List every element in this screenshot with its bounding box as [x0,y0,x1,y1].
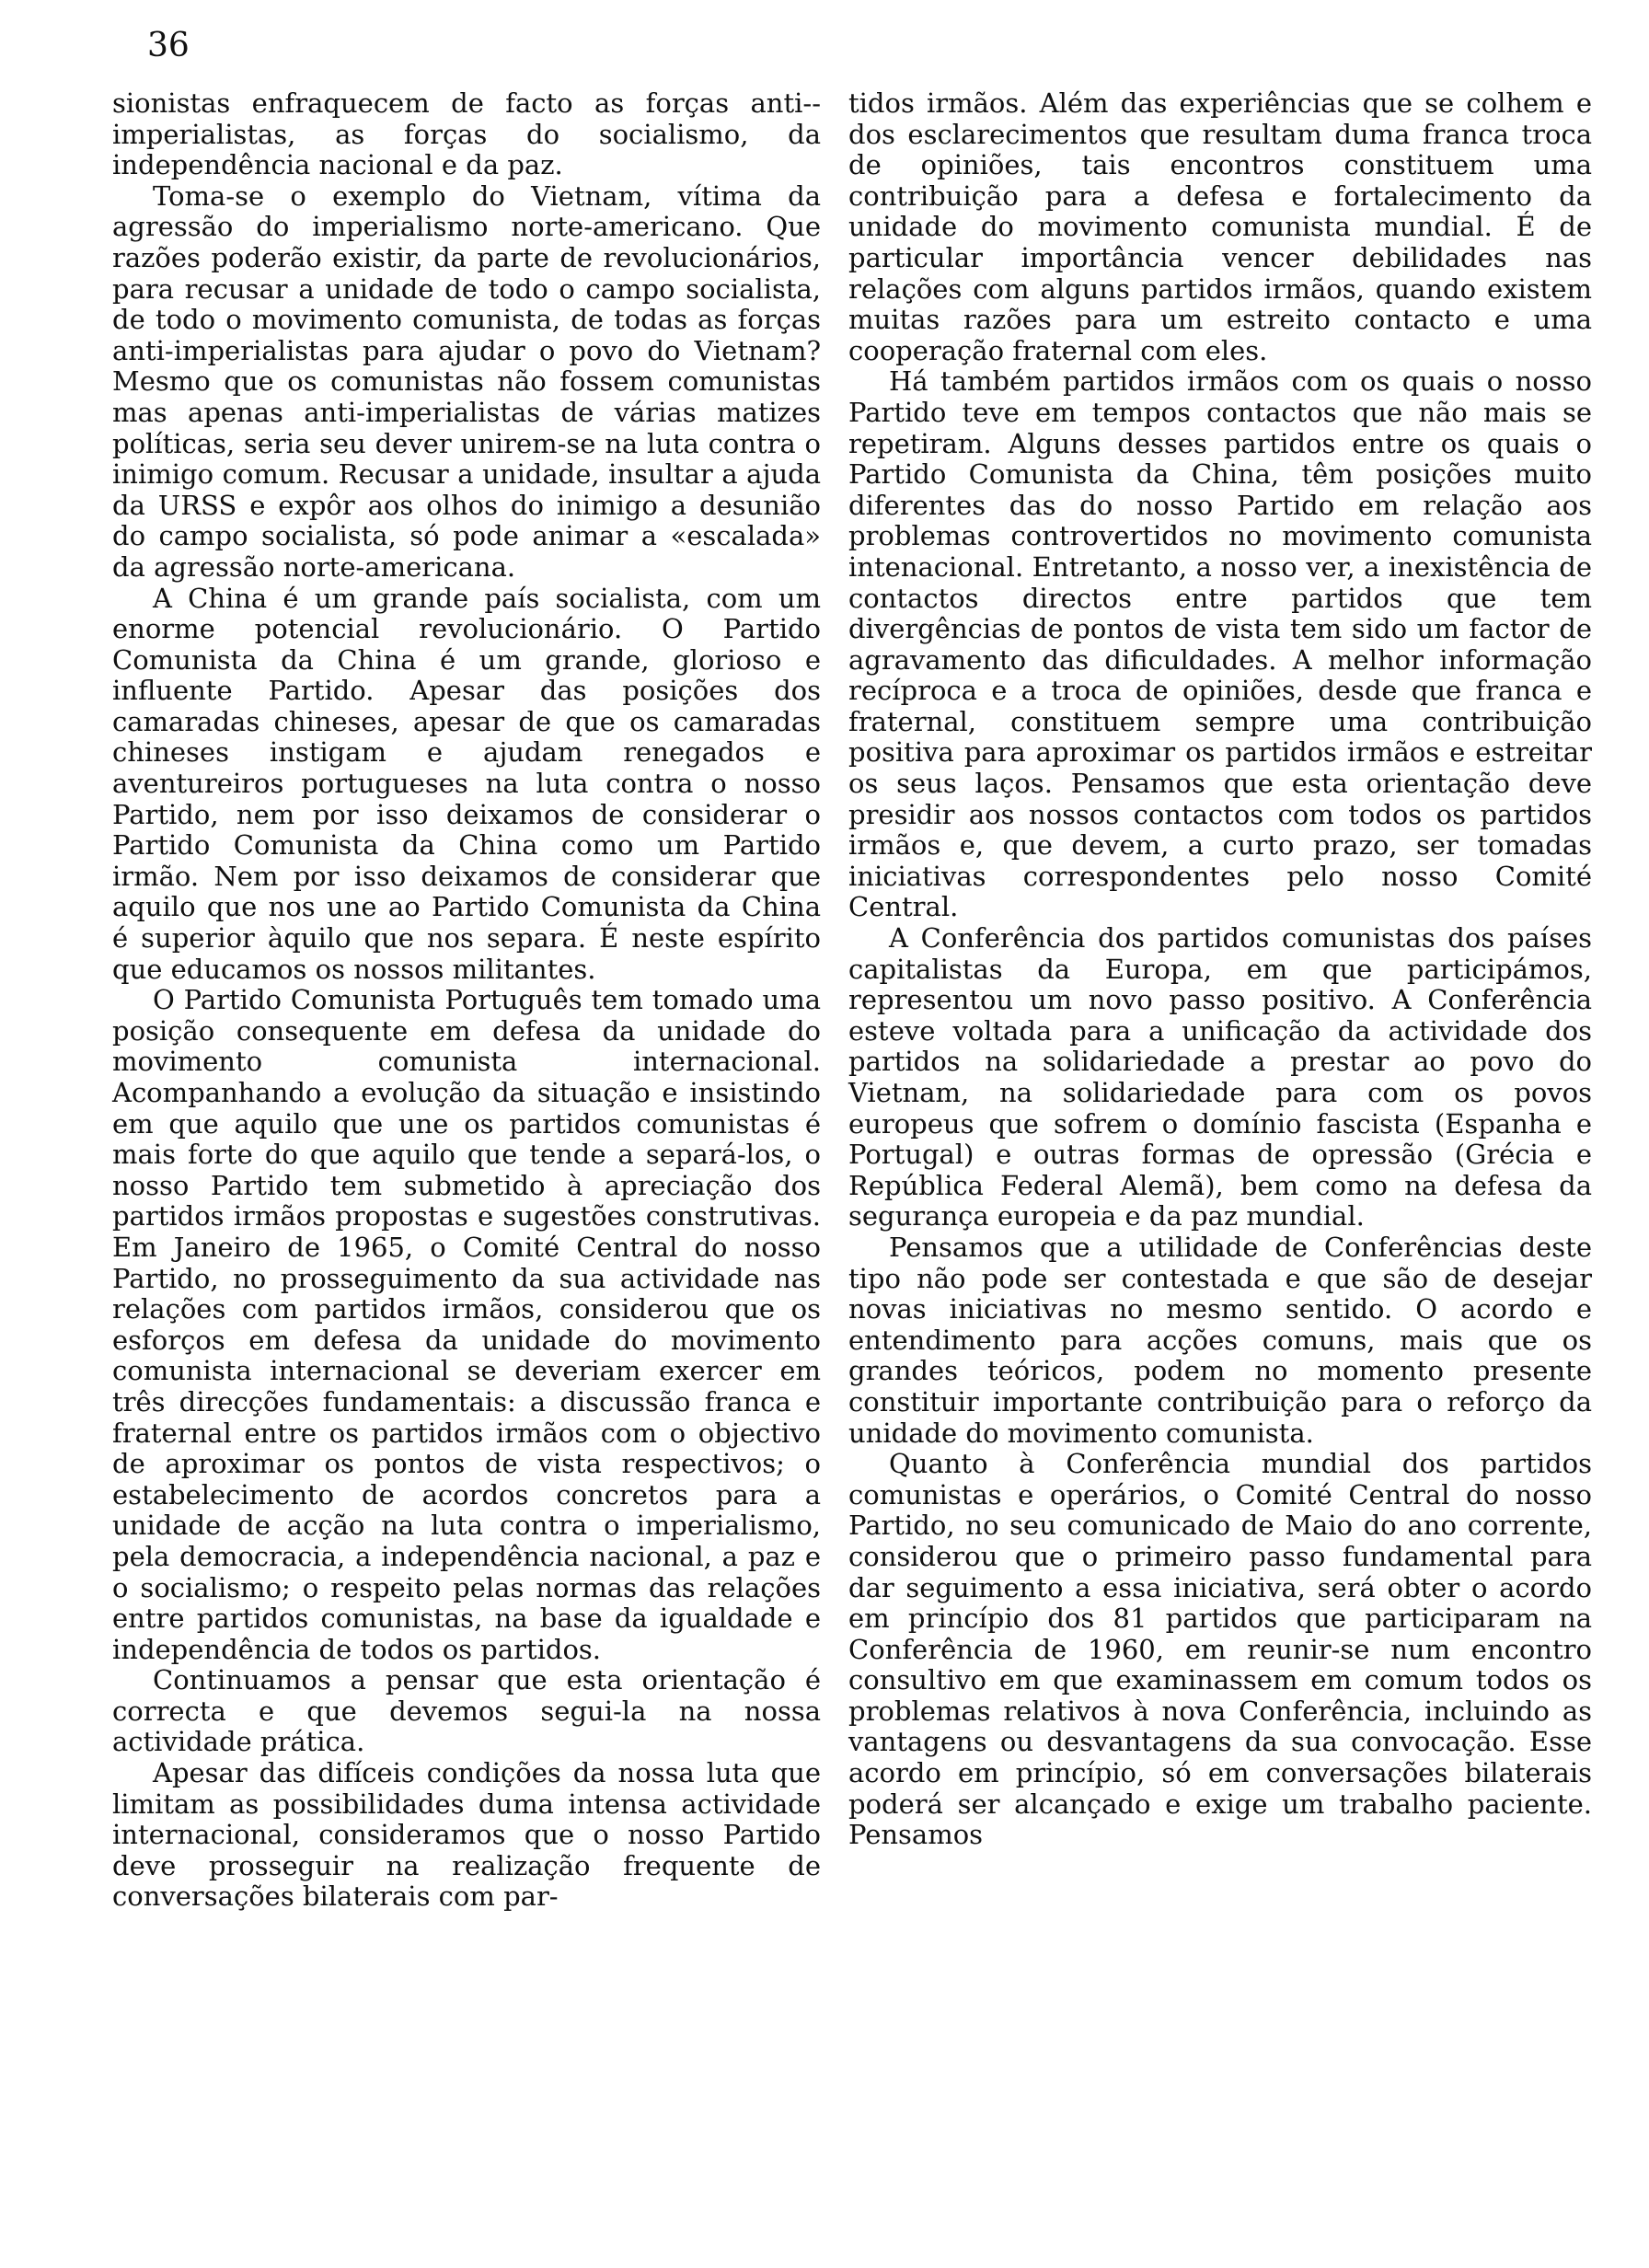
paragraph: A China é um grande país socialista, com um enorme potencial revolucionário. O Partido Comunista da China é um grande, glorioso e influente Partido. Apesar das posições dos camaradas chineses, apesar de que os camaradas chineses instigam e ajudam renegados e aventureiros portugueses na luta contra o nosso Partido, nem por isso deixamos de considerar o Partido Comunista da China como um Partido irmão. Nem por isso deixamos de considerar que aquilo que nos une ao Partido Comunista da China é superior àquilo que nos separa. É neste espírito que educamos os nossos militantes. [112,582,821,985]
paragraph: Toma-se o exemplo do Vietnam, vítima da agressão do imperialismo norte-americano. Que razões poderão existir, da parte de revolucionários, para recusar a unidade de todo o campo socialista, de todo o movimento comunista, de todas as forças anti-imperialistas para ajudar o povo do Vietnam? Mesmo que os comunistas não fossem comunistas mas apenas anti-imperialistas de várias matizes políticas, seria seu dever unirem-se na luta contra o inimigo comum. Recusar a unidade, insultar a ajuda da URSS e expôr aos olhos do inimigo a desunião do campo socialista, só pode animar a «escalada» da agressão norte-americana. [112,179,821,583]
paragraph: O Partido Comunista Português tem tomado uma posição consequente em defesa da unidade do movimento comunista internacional. Acompanhando a evolução da situação e insistindo em que aquilo que une os partidos comunistas é mais forte do que aquilo que tende a separá-los, o nosso Partido tem submetido à apreciação dos partidos irmãos propostas e sugestões construtivas. Em Janeiro de 1965, o Comité Central do nosso Partido, no prosseguimento da sua actividade nas relações com partidos irmãos, considerou que os esforços em defesa da unidade do movimento comunista internacional se deveriam exercer em três direcções fundamentais: a discussão franca e fraternal entre os partidos irmãos com o objectivo de aproximar os pontos de vista respectivos; o estabelecimento de acordos concretos para a unidade de acção na luta contra o imperialismo, pela democracia, a independência nacional, a paz e o socialismo; o respeito pelas normas das relações entre partidos comunistas, na base da igualdade e independência de todos os partidos. [112,984,821,1665]
right-column [848,88,1592,1851]
left-column [112,88,821,1913]
paragraph: sionistas enfraquecem de facto as forças anti--imperialistas, as forças do socialismo, da independência nacional e da paz. [112,87,821,181]
paragraph: Há também partidos irmãos com os quais o nosso Partido teve em tempos contactos que não mais se repetiram. Alguns desses partidos entre os quais o Partido Comunista da China, têm posições muito diferentes das do nosso Partido em relação aos problemas controvertidos no movimento comunista intenacional. Entretanto, a nosso ver, a inexistência de contactos directos entre partidos que tem divergências de pontos de vista tem sido um factor de agravamento das dificuldades. A melhor informação recíproca e a troca de opiniões, desde que franca e fraternal, constituem sempre uma contribuição positiva para aproximar os partidos irmãos e estreitar os seus laços. Pensamos que esta orientação deve presidir aos nossos contactos com todos os partidos irmãos e, que devem, a curto prazo, ser tomadas iniciativas correspondentes pelo nosso Comité Central. [848,365,1592,923]
paragraph: A Conferência dos partidos comunistas dos países capitalistas da Europa, em que participámos, representou um novo passo positivo. A Conferência esteve voltada para a unificação da actividade dos partidos na solidariedade a prestar ao povo do Vietnam, na solidariedade para com os povos europeus que sofrem o domínio fascista (Espanha e Portugal) e outras formas de opressão (Grécia e República Federal Alemã), bem como na defesa da segurança europeia e da paz mundial. [848,922,1592,1232]
paragraph: Apesar das difíceis condições da nossa luta que limitam as possibilidades duma intensa actividade internacional, consideramos que o nosso Partido deve prosseguir na realização frequente de conversações bilaterais com par- [112,1757,821,1913]
page-number: 36 [147,27,190,64]
paragraph: Quanto à Conferência mundial dos partidos comunistas e operários, o Comité Central do nosso Partido, no seu comunicado de Maio do ano corrente, considerou que o primeiro passo fundamental para dar seguimento a essa iniciativa, será obter o acordo em princípio dos 81 partidos que participaram na Conferência de 1960, em reunir-se num encontro consultivo em que examinassem em comum todos os problemas relativos à nova Conferência, incluindo as vantagens ou desvantagens da sua convocação. Esse acordo em princípio, só em conversações bilaterais poderá ser alcançado e exige um trabalho paciente. Pensamos [848,1448,1592,1851]
paragraph: Continuamos a pensar que esta orientação é correcta e que devemos segui-la na nossa actividade prática. [112,1664,821,1758]
paragraph: Pensamos que a utilidade de Conferências deste tipo não pode ser contestada e que são de desejar novas iniciativas no mesmo sentido. O acordo e entendimento para acções comuns, mais que os grandes teóricos, podem no momento presente constituir importante contribuição para o reforço da unidade do movimento comunista. [848,1231,1592,1449]
paragraph: tidos irmãos. Além das experiências que se colhem e dos esclarecimentos que resultam duma franca troca de opiniões, tais encontros constituem uma contribuição para a defesa e fortalecimento da unidade do movimento comunista mundial. É de particular importância vencer debilidades nas relações com alguns partidos irmãos, quando existem muitas razões para um estreito contacto e uma cooperação fraternal com eles. [848,87,1592,366]
